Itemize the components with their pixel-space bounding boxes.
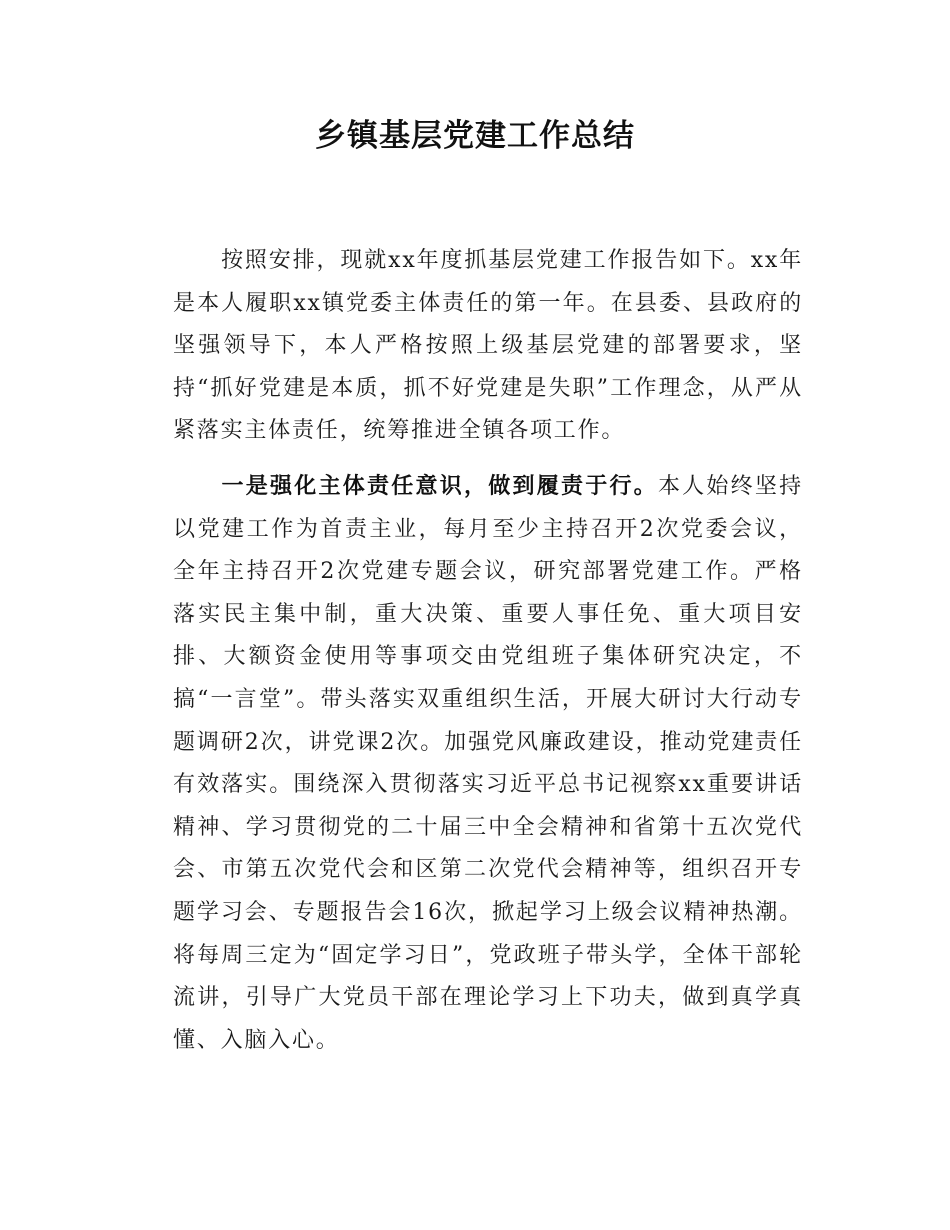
- paragraph-intro: [173, 240, 803, 453]
- section-one-heading: 一是强化主体责任意识，做到履责于行。: [221, 474, 658, 499]
- section-one-text: 本人始终坚持以党建工作为首责主业，每月至少主持召开2次党委会议，全年主持召开2次党建专题会议，研究部署党建工作。严格落实民主集中制，重大决策、重要人事任免、重大项目安排、大额资金使用等事项交由党组班子集体研究决定，不搞“一言堂”。带头落实双重组织生活，开展大研讨大行动专题调研2次，讲党课2次。加强党风廉政建设，推动党建责任有效落实。围绕深入贯彻落实习近平总书记视察xx重要讲话精神、学习贯彻党的二十届三中全会精神和省第十五次党代会、市第五次党代会和区第二次党代会精神等，组织召开专题学习会、专题报告会16次，掀起学习上级会议精神热潮。将每周三定为“固定学习日”，党政班子带头学，全体干部轮流讲，引导广大党员干部在理论学习上下功夫，做到真学真懂、入脑入心。: [173, 474, 803, 1053]
- paragraph-intro-text: 按照安排，现就xx年度抓基层党建工作报告如下。xx年是本人履职xx镇党委主体责任的第一年。在县委、县政府的坚强领导下，本人严格按照上级基层党建的部署要求，坚持“抓好党建是本质，抓不好党建是失职”工作理念，从严从紧落实主体责任，统筹推进全镇各项工作。: [173, 248, 803, 444]
- document-title: 乡镇基层党建工作总结: [315, 118, 635, 154]
- paragraph-section-one: [173, 466, 803, 1062]
